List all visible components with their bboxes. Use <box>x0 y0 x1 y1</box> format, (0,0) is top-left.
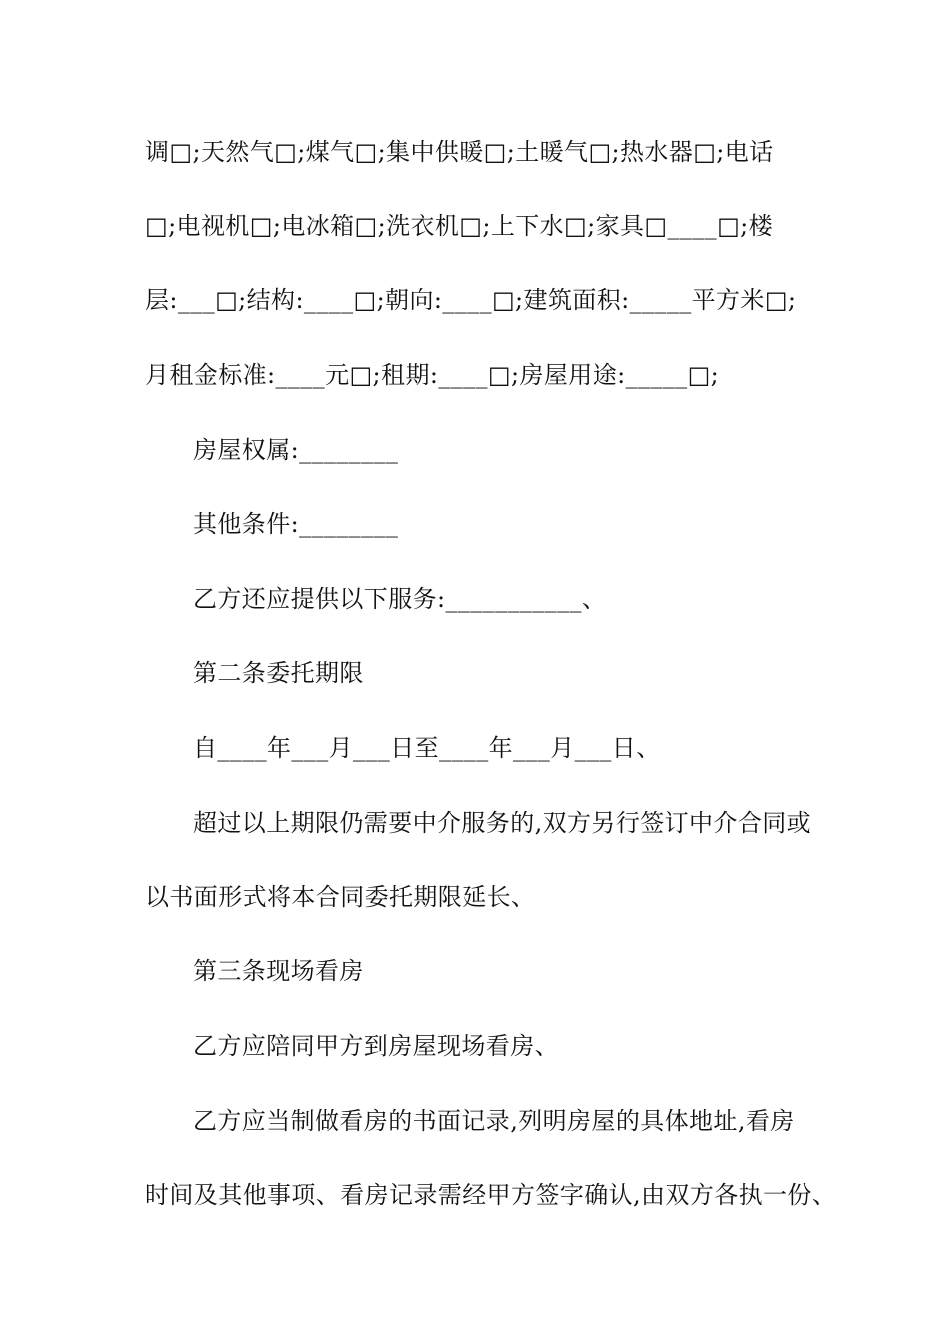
paragraph-line: 房屋权属:________ <box>193 436 399 464</box>
paragraph-line: 乙方应当制做看房的书面记录,列明房屋的具体地址,看房 <box>193 1107 795 1135</box>
text-line: 层:___□;结构:____□;朝向:____□;建筑面积:_____平方米□; <box>145 286 797 314</box>
text-line: 时间及其他事项、看房记录需经甲方签字确认,由双方各执一份、 <box>145 1181 837 1209</box>
text-line: □;电视机□;电冰箱□;洗衣机□;上下水□;家具□____□;楼 <box>145 212 774 240</box>
paragraph-line: 超过以上期限仍需要中介服务的,双方另行签订中介合同或 <box>193 809 812 837</box>
text-line: 月租金标准:____元□;租期:____□;房屋用途:_____□; <box>145 361 720 389</box>
section-heading: 第三条现场看房 <box>193 957 364 985</box>
paragraph-line: 其他条件:________ <box>193 510 399 538</box>
paragraph-line: 乙方还应提供以下服务:___________、 <box>193 585 607 613</box>
paragraph-line: 自____年___月___日至____年___月___日、 <box>193 734 661 762</box>
text-line: 以书面形式将本合同委托期限延长、 <box>145 883 536 911</box>
paragraph-line: 乙方应陪同甲方到房屋现场看房、 <box>193 1032 559 1060</box>
text-line: 调□;天然气□;煤气□;集中供暖□;土暖气□;热水器□;电话 <box>145 138 774 166</box>
section-heading: 第二条委托期限 <box>193 659 364 687</box>
